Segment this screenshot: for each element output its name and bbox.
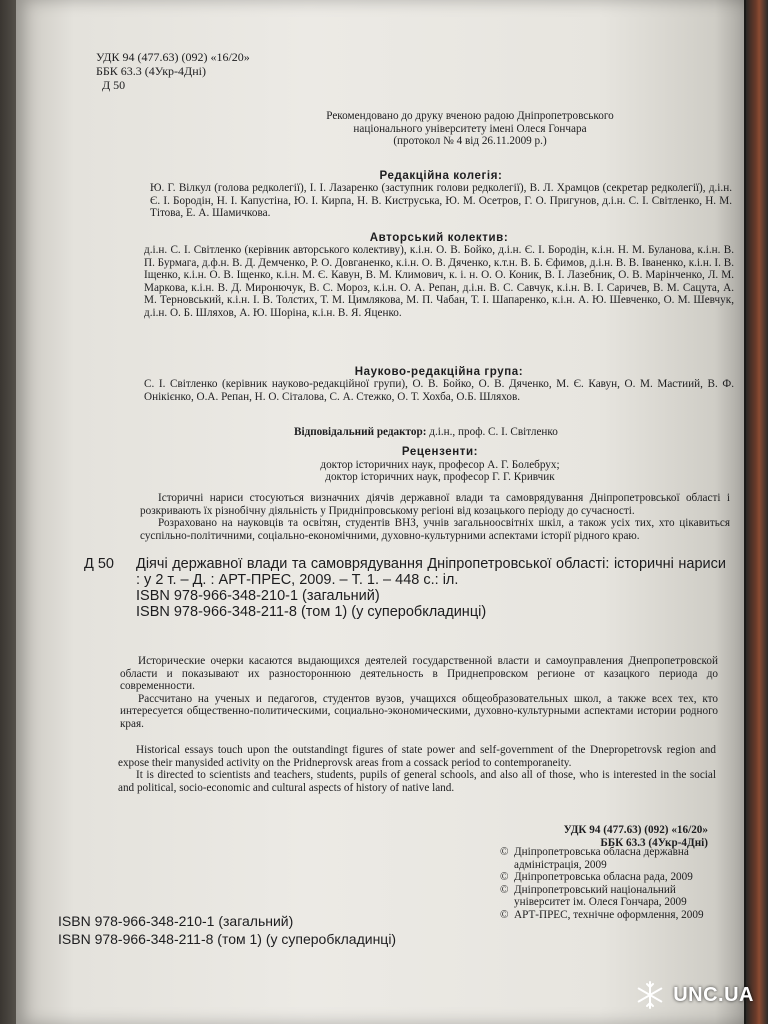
bottom-isbn-volume: ISBN 978-966-348-211-8 (том 1) (у суперобкладинці) bbox=[58, 931, 397, 947]
header-code: Д 50 bbox=[102, 77, 126, 92]
catalog-entry bbox=[136, 556, 726, 620]
editorial-board-title: Редакційна колегія: bbox=[379, 170, 503, 182]
reviewers-section bbox=[300, 446, 580, 484]
watermark-text: UNC.UA bbox=[673, 983, 754, 1006]
recommendation-line: Рекомендовано до друку вченою радою Дніпропетровського bbox=[326, 110, 614, 122]
recommendation-line: (протокол № 4 від 26.11.2009 р.) bbox=[393, 135, 547, 148]
annotation-ru bbox=[120, 655, 718, 731]
catalog-title-rest: державної влади та самоврядування Дніпропетровської області: історичні нариси : у 2 т. – Д. : АРТ-ПРЕС, 2009. – Т. 1. – 448 с.: іл. bbox=[136, 556, 726, 588]
annotation-uk bbox=[140, 492, 730, 542]
annotation-en-paragraph: Historical essays touch upon the outstandingt figures of state power and self-government of the Dnepropetrovsk region and expose their manysided activity on the Pridneprovsk areas from a cossack period to contemporaneity. bbox=[118, 744, 716, 769]
responsible-editor bbox=[294, 426, 714, 439]
editorial-board-text: Ю. Г. Вілкул (голова редколегії), І. І. Лазаренко (заступник голови редколегії), В. Л. Храмцов (секретар редколегії), д.і.н. Є. І. Бородін, Н. І. Капустіна, Ю. І. Кирпа, Н. В. Киструська, Ю. М. Осетров, Г. О. Пригунов, д.і.н. С. І. Світленко, Н. М. Тітова, Е. А. Шамичкова. bbox=[150, 182, 732, 220]
header-codes bbox=[96, 51, 356, 92]
bottom-isbn bbox=[58, 912, 458, 948]
copyright-item bbox=[500, 871, 706, 884]
bottom-isbn-general: ISBN 978-966-348-210-1 (загальний) bbox=[58, 913, 294, 929]
authors-section bbox=[144, 232, 734, 320]
copyright-item bbox=[500, 909, 706, 922]
copyright-list bbox=[500, 846, 706, 922]
annotation-en-paragraph: It is directed to scientists and teachers, students, pupils of general schools, and also all of those, who is interested in the social and political, socio-economic and cultural aspects of history of native land. bbox=[118, 769, 716, 794]
annotation-uk-paragraph: Історичні нариси стосуються визначних діячів державної влади та самоврядування Дніпропетровської області і розкривають їх різнобічну діяльність у Придніпровському регіоні від козацького періоду до сучасності. bbox=[140, 492, 730, 517]
catalog-code: Д 50 bbox=[84, 556, 114, 572]
catalog-isbn-general: ISBN 978-966-348-210-1 (загальний) bbox=[136, 588, 380, 604]
copyright-text: Дніпропетровська обласна державна адміністрація, 2009 bbox=[514, 846, 689, 871]
header-bbk: ББК 63.3 (4Укр-4Дні) bbox=[96, 63, 206, 78]
responsible-editor-label: Відповідальний редактор: bbox=[294, 426, 427, 438]
copyright-text: Дніпропетровський національний університет ім. Олеся Гончара, 2009 bbox=[514, 883, 687, 909]
header-udk: УДК 94 (477.63) (092) «16/20» bbox=[96, 50, 250, 64]
reviewer-line: доктор історичних наук, професор А. Г. Болебрух; bbox=[320, 458, 560, 471]
catalog-isbn-volume: ISBN 978-966-348-211-8 (том 1) (у суперобкладинці) bbox=[136, 604, 487, 620]
recommendation bbox=[300, 110, 640, 148]
copyright-text: АРТ-ПРЕС, технічне оформлення, 2009 bbox=[514, 908, 704, 921]
research-group-section bbox=[144, 366, 734, 403]
authors-text: д.і.н. С. І. Світленко (керівник авторського колективу), к.і.н. О. В. Бойко, д.і.н. Є. І. Бородін, к.і.н. Н. М. Буланова, к.і.н. В. П. Бурмага, д.ф.н. В. Д. Демченко, Р. О. Довганенко, к.і.н. О. В. Дяченко, к.т.н. В. Б. Єфимов, д.і.н. В. В. Іваненко, к.і.н. І. В. Іщенко, к.і.н. О. В. Іщенко, к.і.н. М. Є. Кавун, В. М. Климович, к. і. н. О. О. Коник, В. І. Лазебник, О. В. Марінченко, Л. М. Маркова, к.і.н. В. Д. Миронючук, В. С. Мороз, к.і.н. О. А. Репан, д.і.н. В. С. Савчук, к.і.н. В. І. Саричев, В. М. Сацута, А. М. Терновський, к.і.н. І. В. Толстих, Т. М. Цимлякова, М. П. Чабан, Т. І. Шапаренко, к.і.н. А. Ю. Шевченко, О. М. Шевчук, д.і.н. О. Б. Шляхов, А. Ю. Шоріна, к.і.н. В. Я. Яценко. bbox=[144, 244, 734, 319]
research-group-title: Науково-редакційна група: bbox=[354, 366, 524, 378]
recommendation-line: національного університету імені Олеся Гончара bbox=[353, 122, 587, 135]
footer-bbk: ББК 63.3 (4Укр-4Дні) bbox=[600, 836, 708, 849]
responsible-editor-value: д.і.н., проф. С. І. Світленко bbox=[429, 426, 558, 438]
annotation-ru-paragraph: Рассчитано на ученых и педагогов, студентов вузов, учащихся общеобразовательных школ, а также всех тех, кто интересуется общественно-политическими, социально-экономическими, духовно-культурными аспектами истории родного края. bbox=[120, 692, 718, 730]
annotation-uk-paragraph: Розраховано на науковців та освітян, студентів ВНЗ, учнів загальноосвітніх шкіл, а також усіх тих, хто цікавиться суспільно-політичними, соціально-економічними, духовно-культурними аспектами історії рідного краю. bbox=[140, 517, 730, 542]
footer-udk: УДК 94 (477.63) (092) «16/20» bbox=[563, 824, 708, 836]
book-cover-edge bbox=[746, 0, 768, 1024]
copyright-item bbox=[500, 884, 706, 909]
authors-title: Авторський колектив: bbox=[369, 232, 509, 244]
editorial-board-section bbox=[150, 170, 732, 220]
annotation-ru-paragraph: Исторические очерки касаются выдающихся деятелей государственной власти и самоуправления Днепропетровской области и показывают их разностороннюю деятельность в Приднепровском регионе от казацкого периода до современности. bbox=[120, 655, 718, 693]
reviewers-title: Рецензенти: bbox=[401, 446, 479, 458]
copyright-symbol: © bbox=[500, 908, 509, 921]
reviewer-line: доктор історичних наук, професор Г. Г. Кривчик bbox=[325, 471, 555, 484]
copyright-symbol: © bbox=[500, 871, 509, 884]
snowflake-icon bbox=[635, 980, 665, 1010]
copyright-symbol: © bbox=[500, 883, 509, 896]
research-group-text: С. І. Світленко (керівник науково-редакційної групи), О. В. Бойко, О. В. Дяченко, М. Є. Кавун, О. М. Мастиий, В. Ф. Онікієнко, О.А. Репан, Н. О. Сіталова, С. А. Стежко, О. Т. Хохба, О.Б. Шляхов. bbox=[144, 378, 734, 403]
copyright-text: Дніпропетровська обласна рада, 2009 bbox=[514, 871, 693, 884]
annotation-en bbox=[118, 744, 716, 794]
watermark bbox=[635, 980, 754, 1010]
catalog-title-bold: Діячі bbox=[136, 556, 168, 572]
copyright-symbol: © bbox=[500, 846, 509, 858]
copyright-item bbox=[500, 846, 706, 871]
